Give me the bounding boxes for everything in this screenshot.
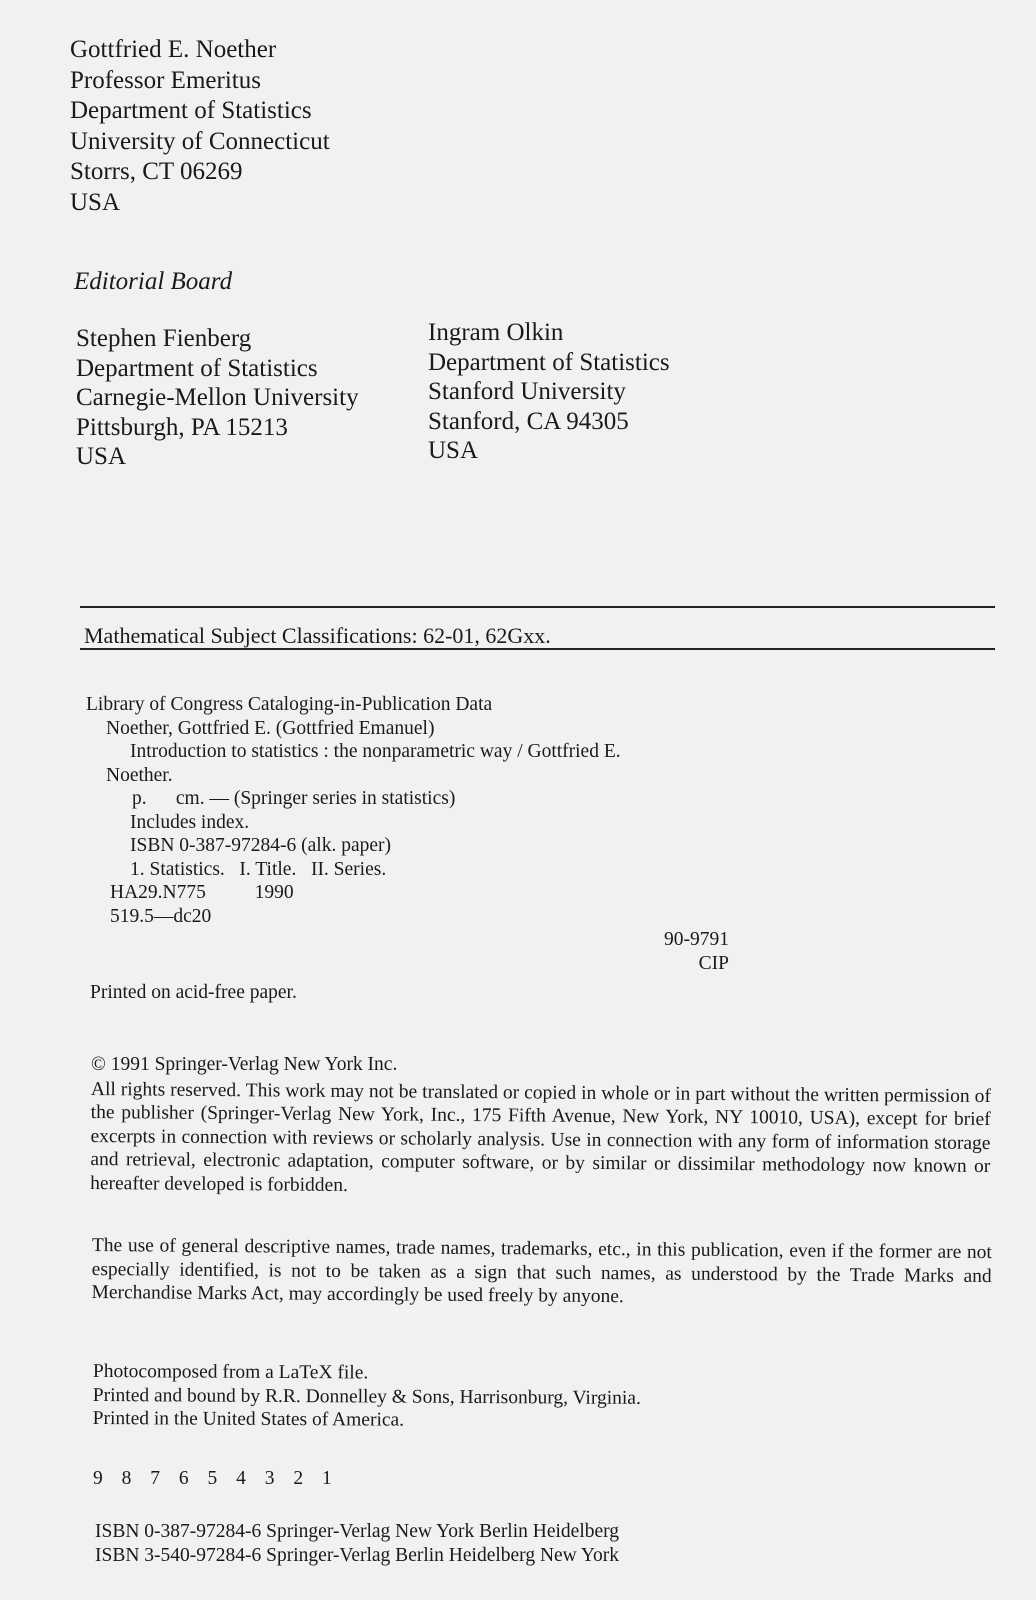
author-department: Department of Statistics (70, 97, 312, 124)
author-address (70, 35, 330, 218)
editorial-board-heading: Editorial Board (74, 268, 233, 295)
subject-classification: Mathematical Subject Classifications: 62-01, 62Gxx. (84, 623, 551, 648)
cataloging-author: Noether, Gottfried E. (Gottfried Emanuel) (106, 717, 435, 739)
top-divider (80, 606, 995, 608)
cataloging-title-cont: Noether. (106, 764, 173, 786)
editor-university: Stanford University (428, 378, 626, 405)
author-city: Storrs, CT 06269 (70, 158, 243, 185)
cataloging-heading: Library of Congress Cataloging-in-Publication Data (86, 694, 493, 715)
author-name: Gottfried E. Noether (70, 36, 277, 63)
bottom-divider (80, 648, 995, 650)
acid-free-note: Printed on acid-free paper. (90, 982, 297, 1003)
author-university: University of Connecticut (70, 127, 330, 155)
editor-fienberg (76, 324, 359, 472)
copyright-line: © 1991 Springer-Verlag New York Inc. (91, 1054, 398, 1075)
editor-country: USA (428, 437, 479, 464)
photocomposed-line: Photocomposed from a LaTeX file. (92, 1361, 369, 1384)
production-info (93, 1360, 641, 1433)
editor-name: Stephen Fienberg (76, 325, 252, 352)
editor-department: Department of Statistics (428, 348, 670, 376)
cip-label: CIP (698, 953, 729, 974)
editor-country: USA (76, 443, 127, 470)
cataloging-isbn: ISBN 0-387-97284-6 (alk. paper) (130, 835, 392, 856)
editor-city: Stanford, CA 94305 (428, 407, 629, 435)
printing-number-line: 9 8 7 6 5 4 3 2 1 (93, 1468, 339, 1489)
rights-paragraph: All rights reserved. This work may not be translated or copied in whole or in part without the written permission of the publisher (Springer-Verlag New York, Inc., 175 Fifth Avenue, New York, NY 10010, USA), except for brief excerpts in connection with reviews or scholarly analysis. Use in connection with any form of information storage and retrieval, electronic adaptation, computer software, or by similar or dissimilar methodology now known or hereafter developed is forbidden. (90, 1079, 991, 1196)
cataloging-pages: p. cm. — (Springer series in statistics) (132, 788, 456, 809)
cataloging-data (86, 693, 621, 928)
printed-bound-line: Printed and bound by R.R. Donnelley & Sons, Harrisonburg, Virginia. (92, 1384, 641, 1409)
cataloging-includes: Includes index. (130, 811, 250, 833)
editor-department: Department of Statistics (76, 354, 318, 382)
cip-block (664, 928, 729, 976)
cataloging-dewey: 519.5—dc20 (110, 905, 212, 927)
isbn-list (95, 1520, 619, 1567)
editor-city: Pittsburgh, PA 15213 (76, 413, 288, 441)
editor-olkin (428, 318, 670, 466)
author-title: Professor Emeritus (70, 66, 261, 94)
cip-number: 90-9791 (664, 929, 729, 950)
cataloging-title: Introduction to statistics : the nonparametric way / Gottfried E. (130, 741, 621, 762)
cataloging-subjects: 1. Statistics. I. Title. II. Series. (130, 858, 387, 880)
author-country: USA (70, 188, 121, 216)
editor-name: Ingram Olkin (428, 319, 564, 346)
printed-in-line: Printed in the United States of America. (92, 1407, 405, 1431)
editor-university: Carnegie-Mellon University (76, 384, 359, 411)
trademark-paragraph: The use of general descriptive names, trade names, trademarks, etc., in this publication, even if the former are not especially identified, is not to be taken as a sign that such names, as understood by the Trade Marks and Merchandise Marks Act, may accordingly be used freely by anyone. (91, 1235, 992, 1308)
isbn-line: ISBN 0-387-97284-6 Springer-Verlag New York Berlin Heidelberg (95, 1521, 620, 1542)
cataloging-call-number: HA29.N775 1990 (110, 882, 294, 903)
isbn-line: ISBN 3-540-97284-6 Springer-Verlag Berlin Heidelberg New York (95, 1544, 620, 1566)
